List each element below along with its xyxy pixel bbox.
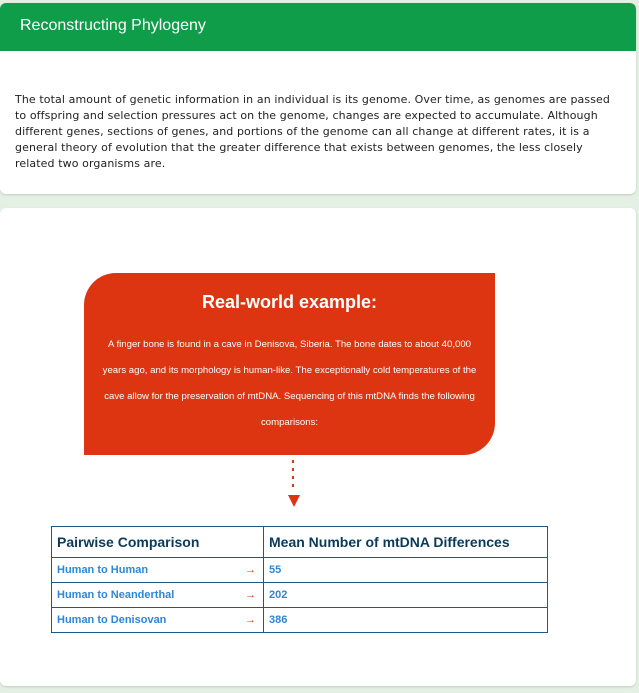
callout-title: Real-world example:	[201, 292, 378, 312]
down-arrow-icon	[288, 495, 300, 507]
table-row	[52, 558, 548, 583]
difference-value: 202	[264, 583, 548, 608]
comparison-table	[51, 526, 548, 633]
intro-paragraph: The total amount of genetic information in an individual is its genome. Over time, as genomes are passed to offspring and selection pressures act on the genome, changes are expected to accumulate. Although different genes, sections of genes, and portions of the genome can all change at different rates, it is a general theory of evolution that the greater difference that exists between genomes, the less closely related two organisms are.	[15, 93, 610, 170]
comparison-label: Human to Neanderthal	[57, 589, 175, 601]
callout-body: A finger bone is found in a cave in Denisova, Siberia. The bone dates to about 40,000 years ago, and its morphology is human-like. The exceptionally cold temperatures of the cave allow for the preservation of mtDNA. Sequencing of this mtDNA finds the following comparisons:	[102, 339, 477, 428]
table-header-row	[52, 527, 548, 558]
right-arrow-icon: →	[245, 614, 256, 626]
table-row	[52, 583, 548, 608]
difference-value: 55	[264, 558, 548, 583]
column-header-differences: Mean Number of mtDNA Differences	[264, 527, 548, 558]
difference-value: 386	[264, 608, 548, 633]
comparison-label: Human to Human	[57, 564, 149, 576]
header-bar	[0, 3, 636, 51]
intro-card	[0, 3, 636, 194]
column-header-comparison: Pairwise Comparison	[52, 527, 264, 558]
dotted-connector	[292, 460, 295, 492]
right-arrow-icon: →	[245, 589, 256, 601]
comparison-label: Human to Denisovan	[57, 614, 167, 626]
page-title: Reconstructing Phylogeny	[20, 17, 206, 34]
right-arrow-icon: →	[245, 564, 256, 576]
table-row	[52, 608, 548, 633]
real-world-example-callout	[84, 273, 495, 455]
